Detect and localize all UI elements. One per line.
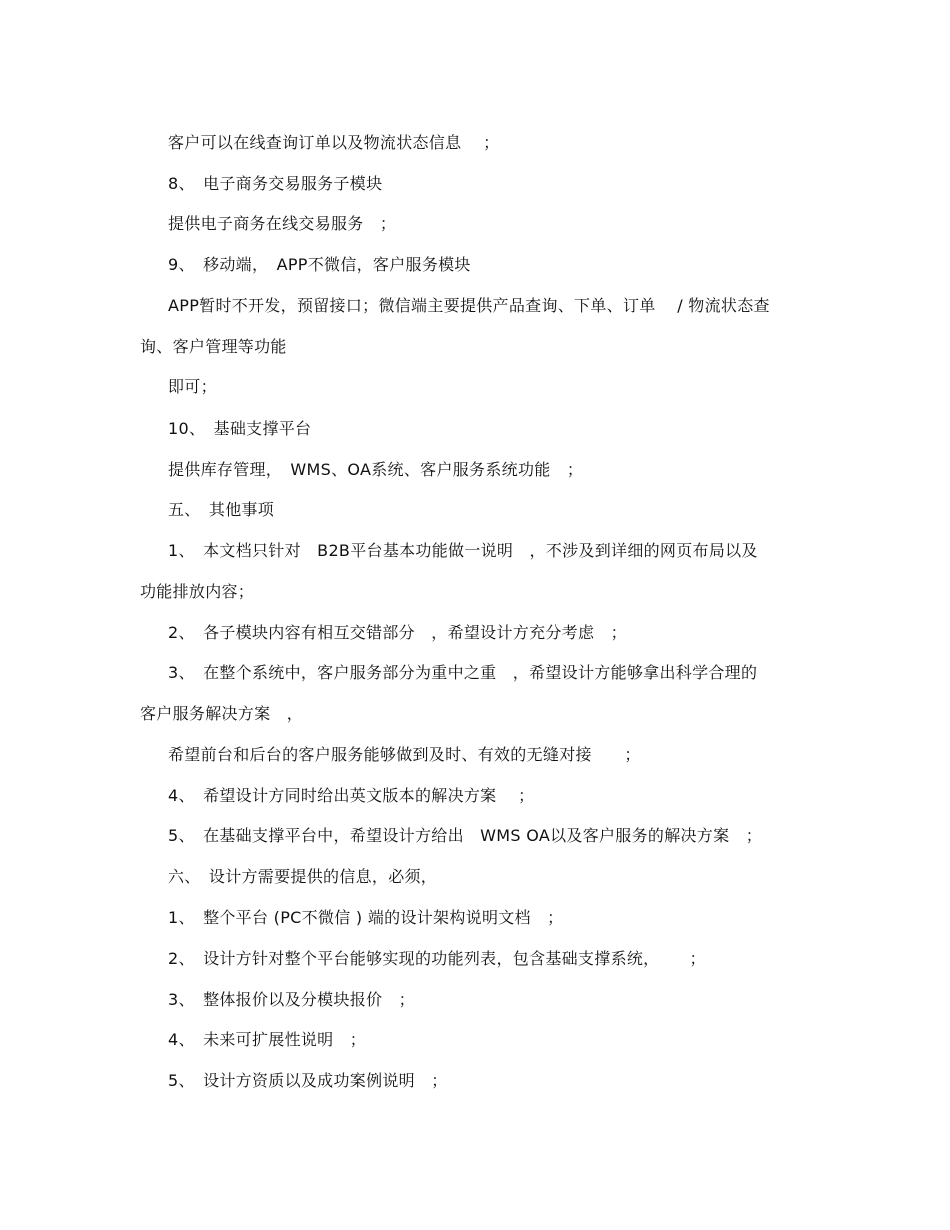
- text-line: APP暂时不开发，预留接口；微信端主要提供产品查询、下单、订单 / 物流状态查: [168, 296, 770, 315]
- text-line: 客户可以在线查询订单以及物流状态信息 ；: [168, 133, 500, 152]
- list-item: 5、 设计方资质以及成功案例说明 ；: [168, 1071, 448, 1090]
- list-item: 4、 希望设计方同时给出英文版本的解决方案 ；: [168, 786, 535, 805]
- list-item: 4、 未来可扩展性说明 ；: [168, 1030, 367, 1049]
- section-heading: 六、 设计方需要提供的信息，必须，: [168, 867, 438, 886]
- section-heading: 9、 移动端， APP不微信，客户服务模块: [168, 255, 471, 274]
- list-item: 1、 整个平台 (PC不微信 ) 端的设计架构说明文档 ；: [168, 908, 564, 927]
- section-heading: 10、 基础支撑平台: [168, 419, 312, 438]
- list-item: 3、 整体报价以及分模块报价 ；: [168, 990, 415, 1009]
- text-line: 客户服务解决方案 ，: [140, 704, 304, 723]
- text-line: 提供库存管理， WMS、OA系统、客户服务系统功能 ；: [168, 460, 584, 479]
- list-item: 2、 各子模块内容有相互交错部分 ，希望设计方充分考虑 ；: [168, 623, 627, 642]
- list-item: 1、 本文档只针对 B2B平台基本功能做一说明 ，不涉及到详细的网页布局以及: [168, 541, 758, 560]
- text-line: 询、客户管理等功能: [140, 337, 287, 356]
- text-line: 希望前台和后台的客户服务能够做到及时、有效的无缝对接 ；: [168, 745, 641, 764]
- section-heading: 五、 其他事项: [168, 500, 275, 519]
- text-line: 功能排放内容；: [140, 582, 255, 601]
- section-heading: 8、 电子商务交易服务子模块: [168, 174, 383, 193]
- list-item: 2、 设计方针对整个平台能够实现的功能列表，包含基础支撑系统， ；: [168, 949, 706, 968]
- list-item: 5、 在基础支撑平台中，希望设计方给出 WMS OA以及客户服务的解决方案 ；: [168, 826, 763, 845]
- list-item: 3、 在整个系统中，客户服务部分为重中之重 ，希望设计方能够拿出科学合理的: [168, 663, 758, 682]
- text-line: 即可；: [168, 377, 217, 396]
- text-line: 提供电子商务在线交易服务 ；: [168, 214, 397, 233]
